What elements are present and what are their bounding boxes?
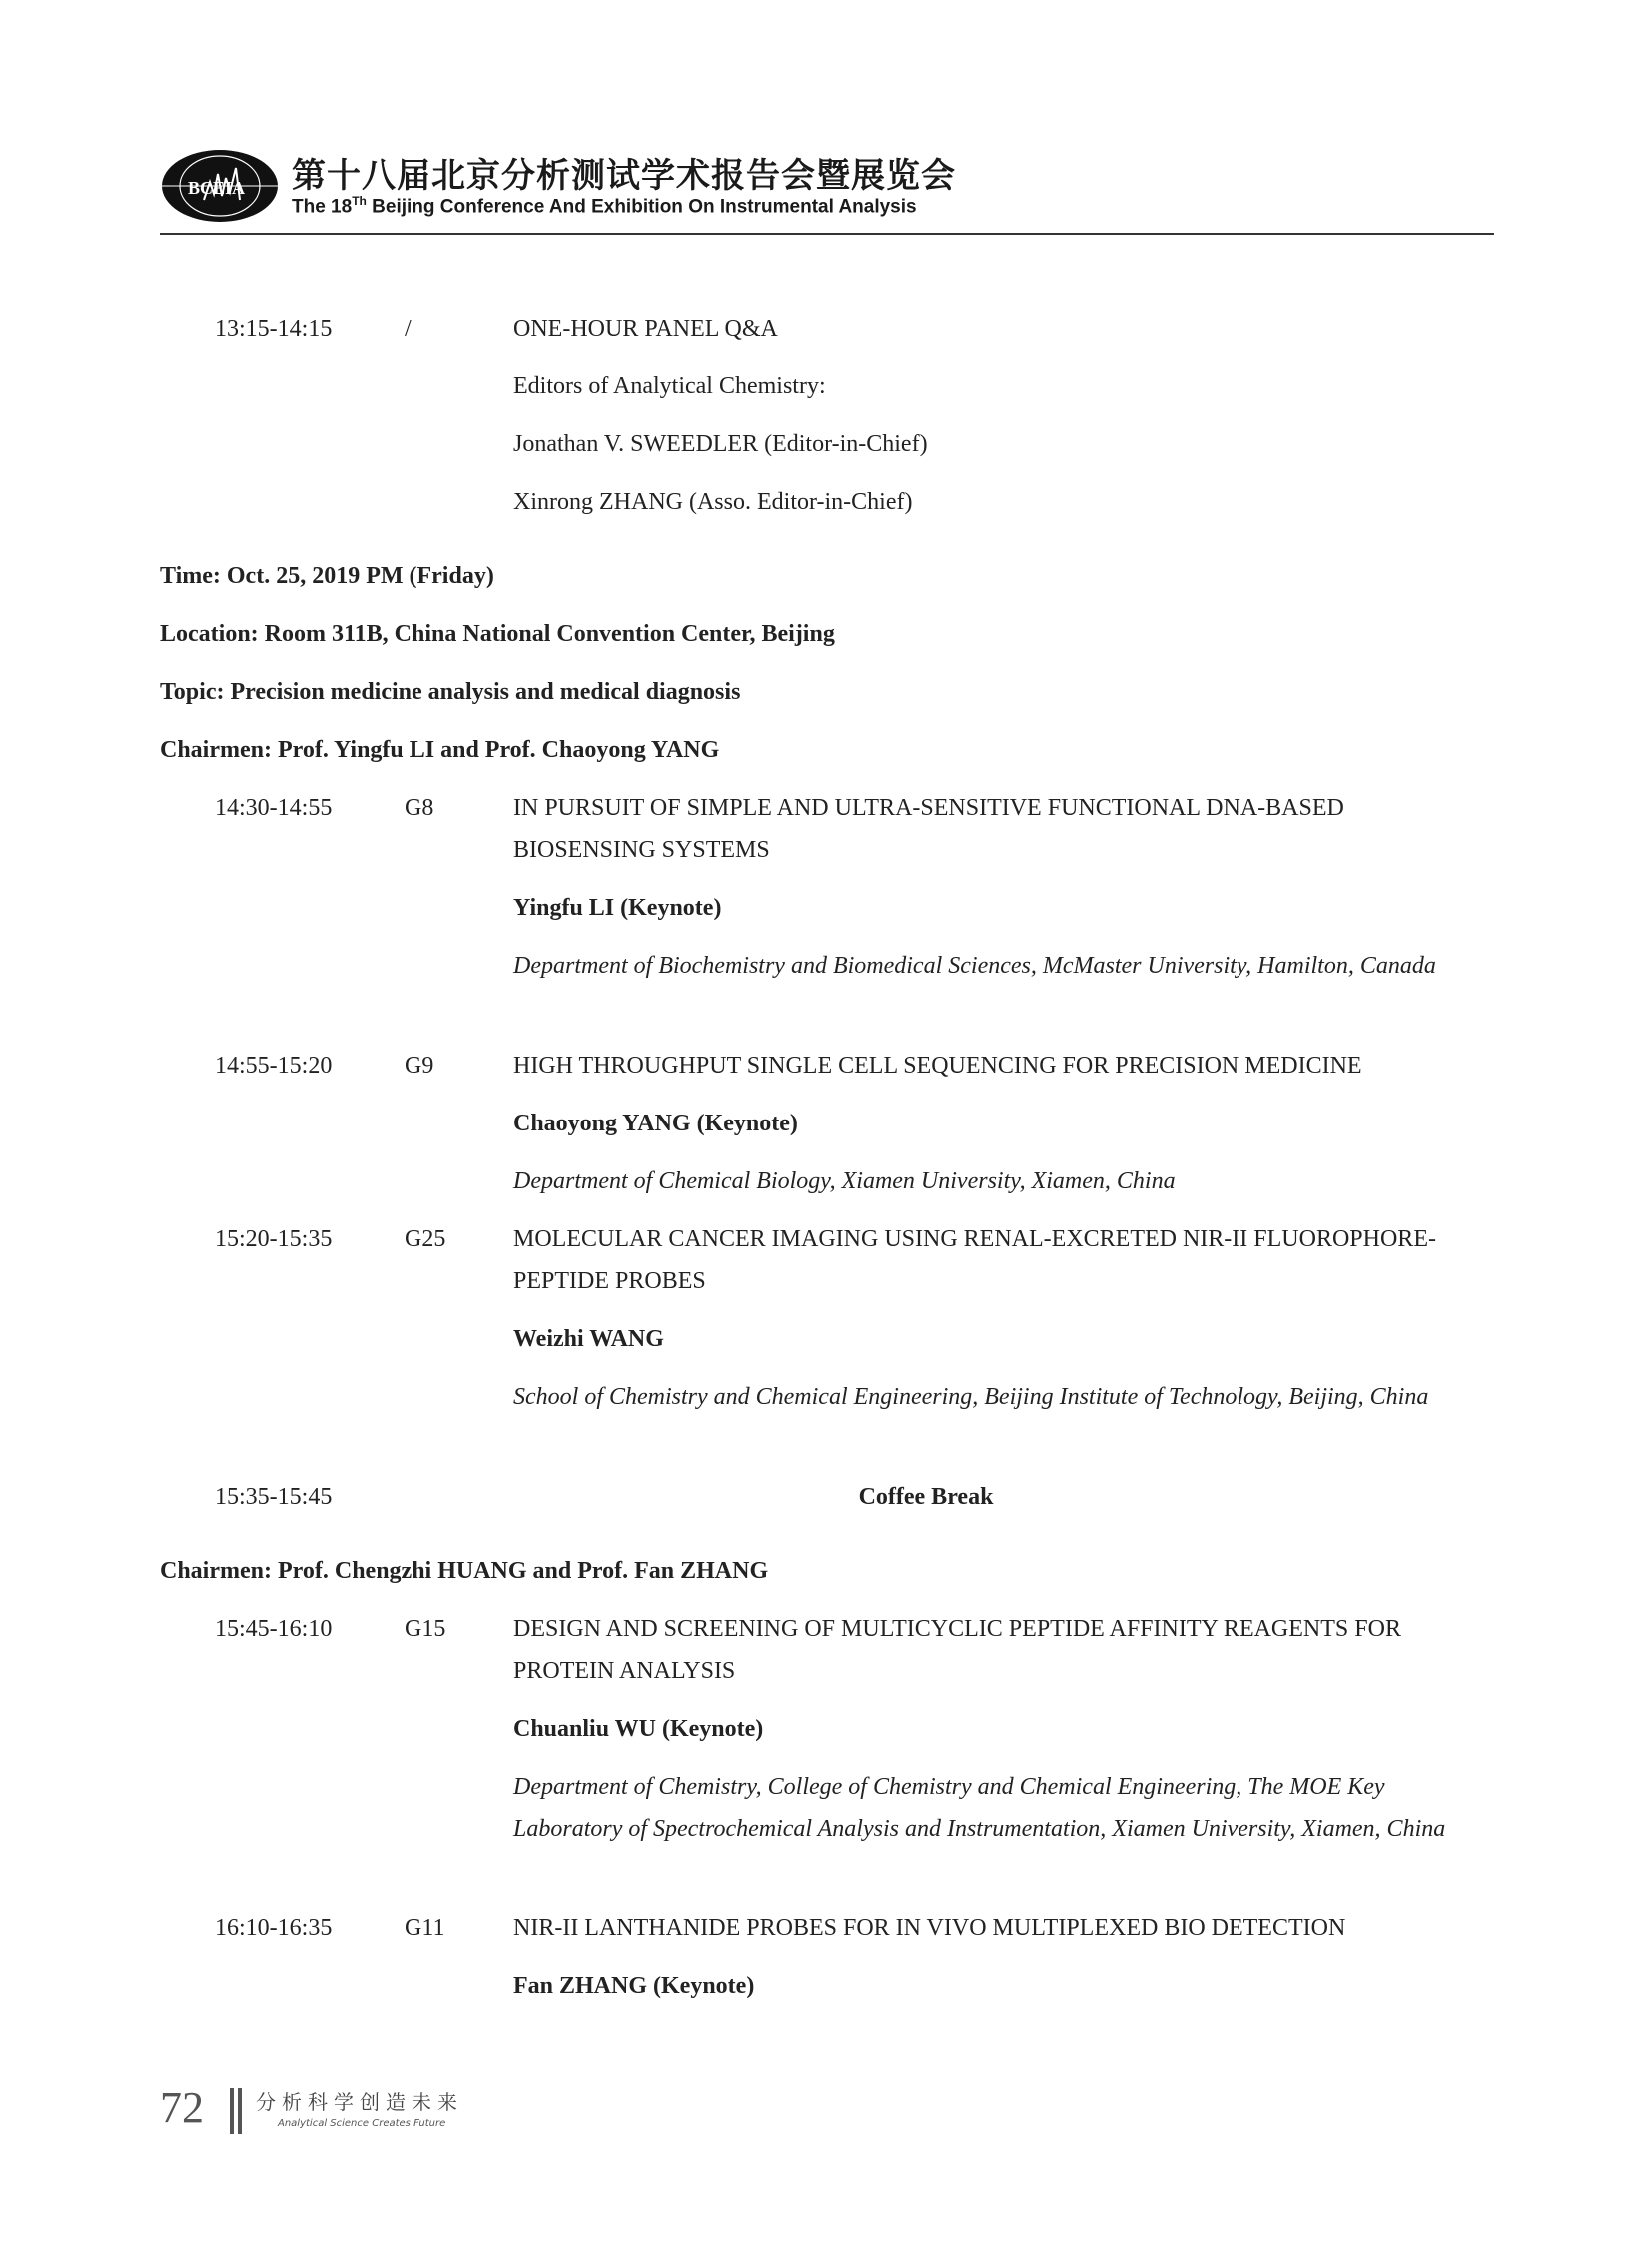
break-time: 15:35-15:45 (215, 1484, 333, 1510)
conference-title-cn: 第十八届北京分析测试学术报告会暨展览会 (292, 156, 956, 196)
footer-slogan-en: Analytical Science Creates Future (278, 2118, 446, 2129)
talk-code: G9 (405, 1053, 434, 1079)
session-chairmen: Chairmen: Prof. Yingfu LI and Prof. Chaoyong YANG (160, 737, 720, 763)
bceia-logo (160, 148, 280, 224)
page-number: 72 (160, 2083, 204, 2132)
coffee-break-label: Coffee Break (858, 1484, 994, 1510)
talk-affiliation: Department of Chemical Biology, Xiamen University, Xiamen, China (513, 1168, 1176, 1194)
talk-title: DESIGN AND SCREENING OF MULTICYCLIC PEPTIDE AFFINITY REAGENTS FOR PROTEIN ANALYSIS (513, 1616, 1401, 1684)
header-divider (160, 233, 1494, 235)
talk-title: MOLECULAR CANCER IMAGING USING RENAL-EXCRETED NIR-II FLUOROPHORE-PEPTIDE PROBES (513, 1226, 1436, 1294)
talk-affiliation: Department of Biochemistry and Biomedical Sciences, McMaster University, Hamilton, Canada (513, 953, 1436, 979)
footer-divider (238, 2088, 242, 2134)
talk-time: 15:20-15:35 (215, 1226, 333, 1252)
session-chairmen: Chairmen: Prof. Chengzhi HUANG and Prof. Fan ZHANG (160, 1558, 769, 1584)
talk-title: HIGH THROUGHPUT SINGLE CELL SEQUENCING FOR PRECISION MEDICINE (513, 1053, 1362, 1079)
panel-line-3: Xinrong ZHANG (Asso. Editor-in-Chief) (513, 489, 913, 515)
talk-code: G15 (405, 1616, 446, 1642)
talk-code: G11 (405, 1915, 445, 1941)
talk-speaker: Weizhi WANG (513, 1326, 664, 1352)
talk-time: 16:10-16:35 (215, 1915, 333, 1941)
talk-speaker: Chaoyong YANG (Keynote) (513, 1111, 798, 1136)
talk-speaker: Chuanliu WU (Keynote) (513, 1716, 764, 1742)
session-time: Time: Oct. 25, 2019 PM (Friday) (160, 563, 494, 589)
svg-text:BCEIA: BCEIA (188, 178, 246, 198)
talk-time: 14:55-15:20 (215, 1053, 333, 1079)
talk-affiliation: Department of Chemistry, College of Chemistry and Chemical Engineering, The MOE Key Laboratory of Spectrochemical Analysis and Instrumentation, Xiamen University, Xiamen, China (513, 1774, 1446, 1842)
session-location: Location: Room 311B, China National Convention Center, Beijing (160, 621, 835, 647)
conference-title-en: The 18Th Beijing Conference And Exhibition On Instrumental Analysis (292, 194, 917, 218)
talk-speaker: Yingfu LI (Keynote) (513, 895, 722, 921)
footer-divider (230, 2088, 234, 2134)
talk-speaker: Fan ZHANG (Keynote) (513, 1973, 755, 1999)
panel-line-2: Jonathan V. SWEEDLER (Editor-in-Chief) (513, 431, 928, 457)
panel-title: ONE-HOUR PANEL Q&A (513, 316, 778, 342)
talk-code: G25 (405, 1226, 446, 1252)
talk-time: 15:45-16:10 (215, 1616, 333, 1642)
panel-code: / (405, 316, 412, 342)
page-header (160, 140, 1494, 236)
talk-title: IN PURSUIT OF SIMPLE AND ULTRA-SENSITIVE FUNCTIONAL DNA-BASED BIOSENSING SYSTEMS (513, 795, 1344, 863)
panel-time: 13:15-14:15 (215, 316, 333, 342)
talk-title: NIR-II LANTHANIDE PROBES FOR IN VIVO MULTIPLEXED BIO DETECTION (513, 1915, 1346, 1941)
talk-code: G8 (405, 795, 434, 821)
panel-line-1: Editors of Analytical Chemistry: (513, 374, 826, 399)
talk-affiliation: School of Chemistry and Chemical Engineering, Beijing Institute of Technology, Beijing, China (513, 1384, 1429, 1410)
talk-time: 14:30-14:55 (215, 795, 333, 821)
footer-slogan-cn: 分析科学创造未来 (256, 2090, 463, 2114)
session-topic: Topic: Precision medicine analysis and medical diagnosis (160, 679, 741, 705)
page-footer (160, 2082, 759, 2142)
